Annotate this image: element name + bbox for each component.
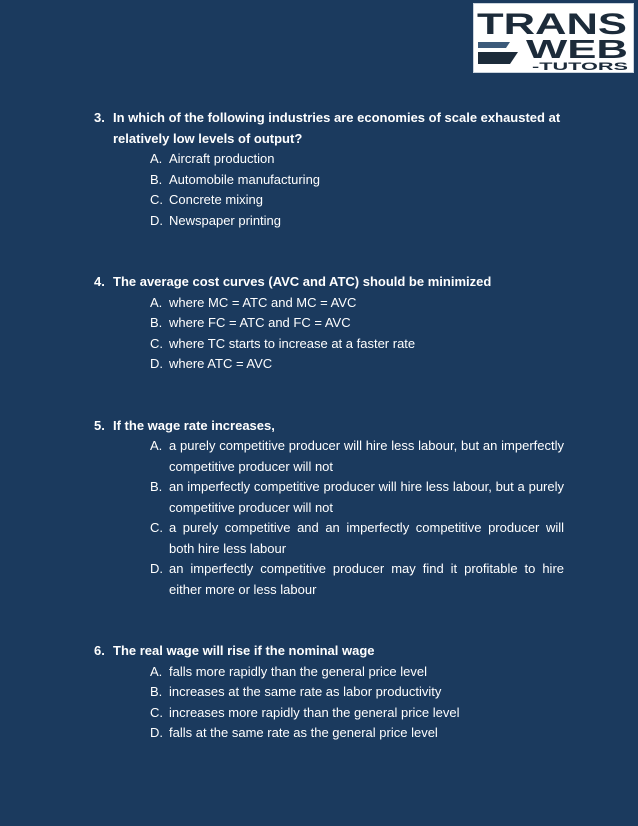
option-b: B. Automobile manufacturing (150, 171, 321, 187)
option-c: C. where TC starts to increase at a faster rate (150, 335, 416, 351)
transweb-logo (473, 3, 634, 73)
question-number: 6. (94, 643, 105, 658)
option-d: D. where ATC = AVC (150, 356, 273, 371)
logo-graphic (474, 4, 633, 72)
option-list (113, 149, 564, 231)
question-text: In which of the following industries are economies of scale exhausted at relatively low levels of output? (113, 110, 561, 146)
question-3 (94, 108, 564, 231)
option-list (113, 436, 564, 600)
option-d: D. an imperfectly competitive producer may find it profitable to hire either more or less labour (150, 561, 564, 597)
option-a: A. where MC = ATC and MC = AVC (150, 294, 357, 310)
question-4 (94, 272, 564, 375)
option-a: A. falls more rapidly than the general price level (150, 663, 427, 679)
option-b: B. increases at the same rate as labor productivity (150, 684, 442, 699)
logo-swoosh-bottom (478, 52, 518, 64)
question-6 (94, 641, 564, 744)
option-list (113, 293, 564, 375)
option-c: C. Concrete mixing (150, 192, 263, 207)
logo-line-3: -TUTORS (532, 61, 628, 72)
question-text: The real wage will rise if the nominal wage (113, 643, 375, 658)
option-a: A. a purely competitive producer will hire less labour, but an imperfectly competitive producer will not (150, 438, 564, 474)
logo-line-1: TRANS (477, 8, 627, 41)
logo-swoosh-top (478, 42, 510, 48)
question-number: 5. (94, 417, 105, 433)
option-d: D. falls at the same rate as the general price level (150, 725, 438, 740)
logo-line-2: WEB (526, 34, 628, 64)
option-c: C. increases more rapidly than the general price level (150, 704, 460, 720)
option-c: C. a purely competitive and an imperfectly competitive producer will both hire less labour (150, 520, 564, 556)
option-d: D. Newspaper printing (150, 212, 282, 228)
option-a: A. Aircraft production (150, 151, 275, 166)
option-b: B. an imperfectly competitive producer will hire less labour, but a purely competitive producer will not (150, 479, 564, 515)
question-text: The average cost curves (AVC and ATC) should be minimized (113, 274, 492, 289)
question-text: If the wage rate increases, (113, 417, 275, 433)
option-b: B. where FC = ATC and FC = AVC (150, 315, 351, 330)
question-number: 4. (94, 274, 105, 289)
question-number: 3. (94, 110, 105, 125)
option-list (113, 662, 564, 744)
quiz-page (94, 108, 564, 744)
question-5 (94, 416, 564, 601)
